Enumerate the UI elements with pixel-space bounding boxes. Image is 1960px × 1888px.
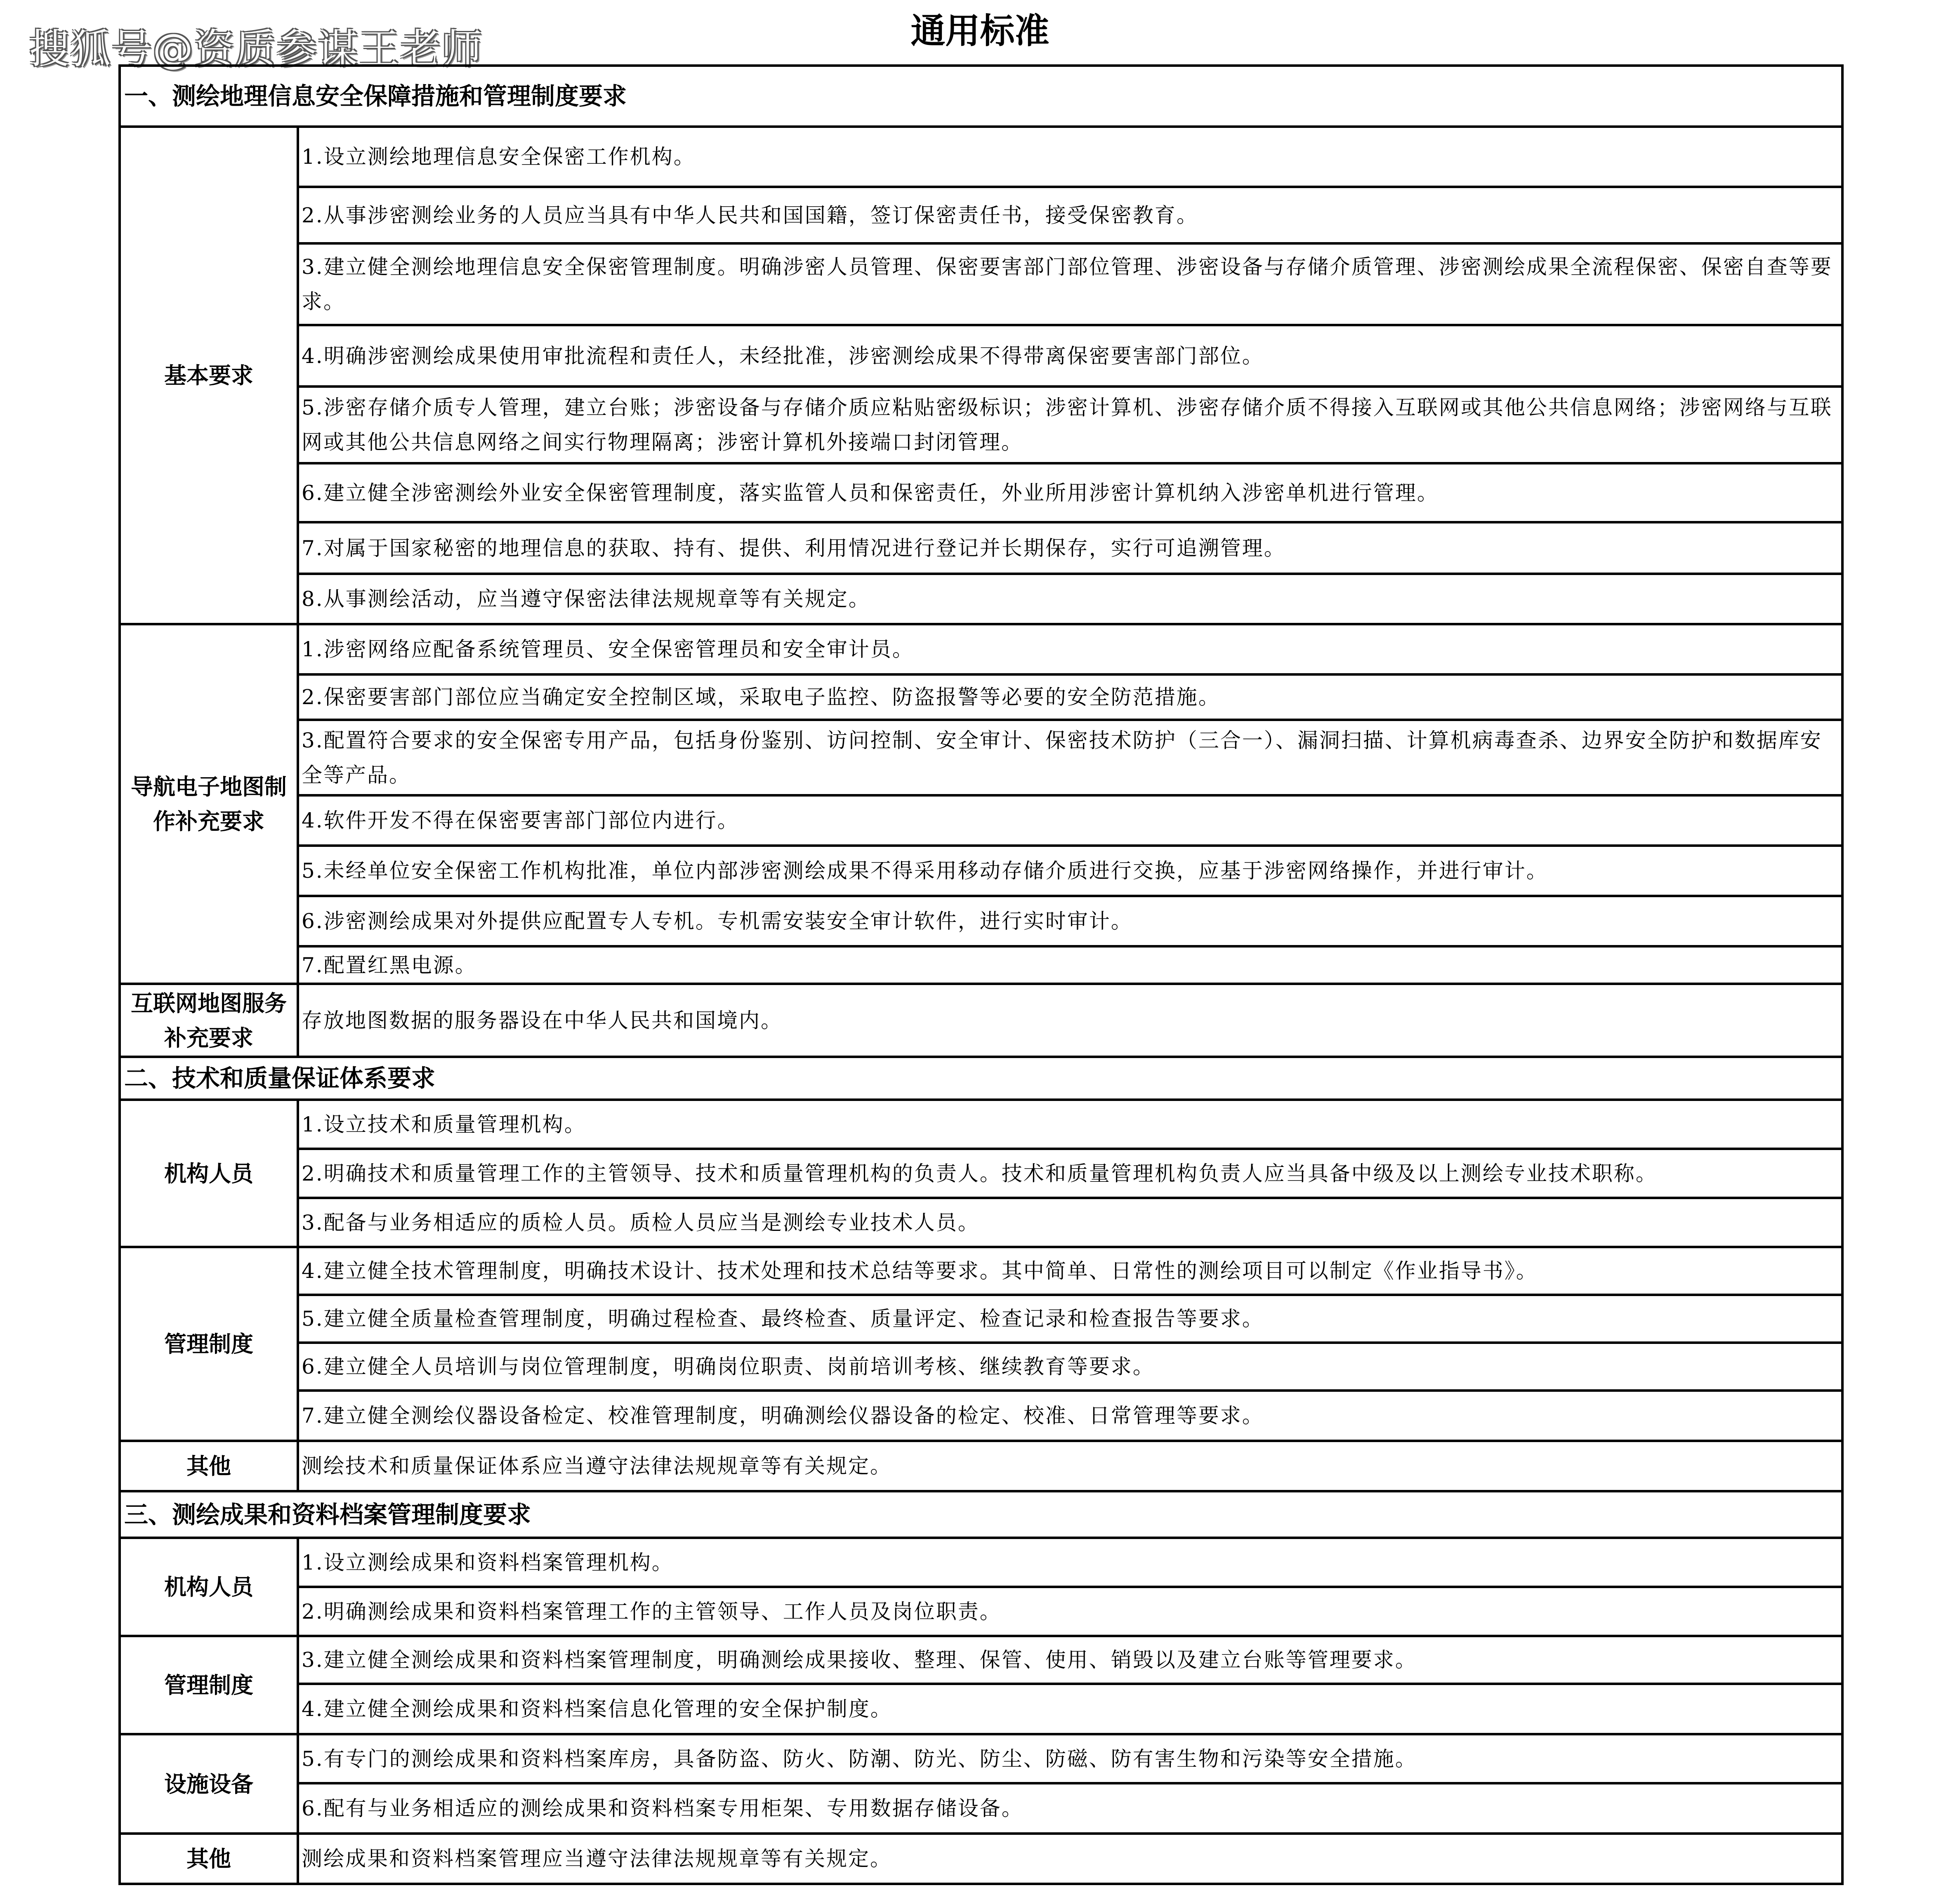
category-cell: 管理制度 [120,1247,298,1441]
item-cell: 存放地图数据的服务器设在中华人民共和国境内。 [298,984,1842,1057]
item-cell: 7.建立健全测绘仪器设备检定、校准管理制度，明确测绘仪器设备的检定、校准、日常管理等要求。 [298,1391,1842,1441]
table-row [120,1198,1842,1247]
table-row [120,1538,1842,1587]
item-cell: 5.涉密存储介质专人管理，建立台账；涉密设备与存储介质应粘贴密级标识；涉密计算机、涉密存储介质不得接入互联网或其他公共信息网络；涉密网络与互联网或其他公共信息网络之间实行物理隔离；涉密计算机外接端口封闭管理。 [298,387,1842,463]
section-heading: 二、技术和质量保证体系要求 [120,1057,1842,1100]
section-header-row [120,1057,1842,1100]
table-row [120,1684,1842,1734]
table-row [120,522,1842,574]
table-row [120,1783,1842,1834]
table-row [120,1441,1842,1491]
table-row [120,846,1842,896]
category-cell: 其他 [120,1441,298,1491]
item-cell: 2.从事涉密测绘业务的人员应当具有中华人民共和国国籍，签订保密责任书，接受保密教育。 [298,187,1842,243]
table-row [120,574,1842,624]
table-row [120,1247,1842,1295]
category-cell: 机构人员 [120,1100,298,1247]
table-row [120,795,1842,846]
item-cell: 6.配有与业务相适应的测绘成果和资料档案专用柜架、专用数据存储设备。 [298,1783,1842,1834]
table-row [120,325,1842,387]
item-cell: 1.设立测绘成果和资料档案管理机构。 [298,1538,1842,1587]
page-title: 通用标准 [910,10,1050,51]
category-cell: 设施设备 [120,1734,298,1834]
category-cell: 机构人员 [120,1538,298,1636]
item-cell: 4.建立健全测绘成果和资料档案信息化管理的安全保护制度。 [298,1684,1842,1734]
category-cell: 导航电子地图制作补充要求 [120,624,298,984]
table-row [120,387,1842,463]
item-cell: 测绘技术和质量保证体系应当遵守法律法规规章等有关规定。 [298,1441,1842,1491]
table-row [120,984,1842,1057]
table-row [120,1391,1842,1441]
item-cell: 2.明确技术和质量管理工作的主管领导、技术和质量管理机构的负责人。技术和质量管理机构负责人应当具备中级及以上测绘专业技术职称。 [298,1149,1842,1198]
table-row [120,463,1842,522]
section-header-row [120,66,1842,127]
item-cell: 3.配置符合要求的安全保密专用产品，包括身份鉴别、访问控制、安全审计、保密技术防护（三合一）、漏洞扫描、计算机病毒查杀、边界安全防护和数据库安全等产品。 [298,720,1842,795]
table-row [120,187,1842,243]
item-cell: 6.建立健全涉密测绘外业安全保密管理制度，落实监管人员和保密责任，外业所用涉密计算机纳入涉密单机进行管理。 [298,463,1842,522]
item-cell: 1.设立技术和质量管理机构。 [298,1100,1842,1149]
item-cell: 6.建立健全人员培训与岗位管理制度，明确岗位职责、岗前培训考核、继续教育等要求。 [298,1343,1842,1391]
item-cell: 测绘成果和资料档案管理应当遵守法律法规规章等有关规定。 [298,1834,1842,1884]
item-cell: 7.对属于国家秘密的地理信息的获取、持有、提供、利用情况进行登记并长期保存，实行可追溯管理。 [298,522,1842,574]
table-row [120,1100,1842,1149]
item-cell: 2.明确测绘成果和资料档案管理工作的主管领导、工作人员及岗位职责。 [298,1587,1842,1636]
item-cell: 6.涉密测绘成果对外提供应配置专人专机。专机需安装安全审计软件，进行实时审计。 [298,896,1842,946]
item-cell: 1.涉密网络应配备系统管理员、安全保密管理员和安全审计员。 [298,624,1842,674]
category-cell: 基本要求 [120,127,298,624]
item-cell: 4.明确涉密测绘成果使用审批流程和责任人，未经批准，涉密测绘成果不得带离保密要害部门部位。 [298,325,1842,387]
watermark: 搜狐号@资质参谋王老师 [29,26,483,73]
item-cell: 5.有专门的测绘成果和资料档案库房，具备防盗、防火、防潮、防光、防尘、防磁、防有害生物和污染等安全措施。 [298,1734,1842,1783]
table-row [120,946,1842,984]
item-cell: 3.配备与业务相适应的质检人员。质检人员应当是测绘专业技术人员。 [298,1198,1842,1247]
table-row [120,1149,1842,1198]
table-row [120,1295,1842,1343]
category-cell: 其他 [120,1834,298,1884]
category-cell: 管理制度 [120,1636,298,1734]
item-cell: 3.建立健全测绘成果和资料档案管理制度，明确测绘成果接收、整理、保管、使用、销毁以及建立台账等管理要求。 [298,1636,1842,1684]
item-cell: 4.软件开发不得在保密要害部门部位内进行。 [298,795,1842,846]
table-row [120,624,1842,674]
table-row [120,1343,1842,1391]
section-heading: 一、测绘地理信息安全保障措施和管理制度要求 [120,66,1842,127]
item-cell: 1.设立测绘地理信息安全保密工作机构。 [298,127,1842,187]
section-heading: 三、测绘成果和资料档案管理制度要求 [120,1491,1842,1538]
item-cell: 3.建立健全测绘地理信息安全保密管理制度。明确涉密人员管理、保密要害部门部位管理、涉密设备与存储介质管理、涉密测绘成果全流程保密、保密自查等要求。 [298,243,1842,325]
table-row [120,243,1842,325]
item-cell: 4.建立健全技术管理制度，明确技术设计、技术处理和技术总结等要求。其中简单、日常性的测绘项目可以制定《作业指导书》。 [298,1247,1842,1295]
table-row [120,720,1842,795]
table-row [120,1834,1842,1884]
item-cell: 7.配置红黑电源。 [298,946,1842,984]
table-row [120,674,1842,720]
item-cell: 2.保密要害部门部位应当确定安全控制区域，采取电子监控、防盗报警等必要的安全防范措施。 [298,674,1842,720]
table-row [120,1587,1842,1636]
table-row [120,127,1842,187]
table-row [120,896,1842,946]
category-cell: 互联网地图服务补充要求 [120,984,298,1057]
table-row [120,1636,1842,1684]
standards-table [118,64,1844,1885]
item-cell: 8.从事测绘活动，应当遵守保密法律法规规章等有关规定。 [298,574,1842,624]
table-row [120,1734,1842,1783]
section-header-row [120,1491,1842,1538]
item-cell: 5.未经单位安全保密工作机构批准，单位内部涉密测绘成果不得采用移动存储介质进行交换，应基于涉密网络操作，并进行审计。 [298,846,1842,896]
item-cell: 5.建立健全质量检查管理制度，明确过程检查、最终检查、质量评定、检查记录和检查报告等要求。 [298,1295,1842,1343]
